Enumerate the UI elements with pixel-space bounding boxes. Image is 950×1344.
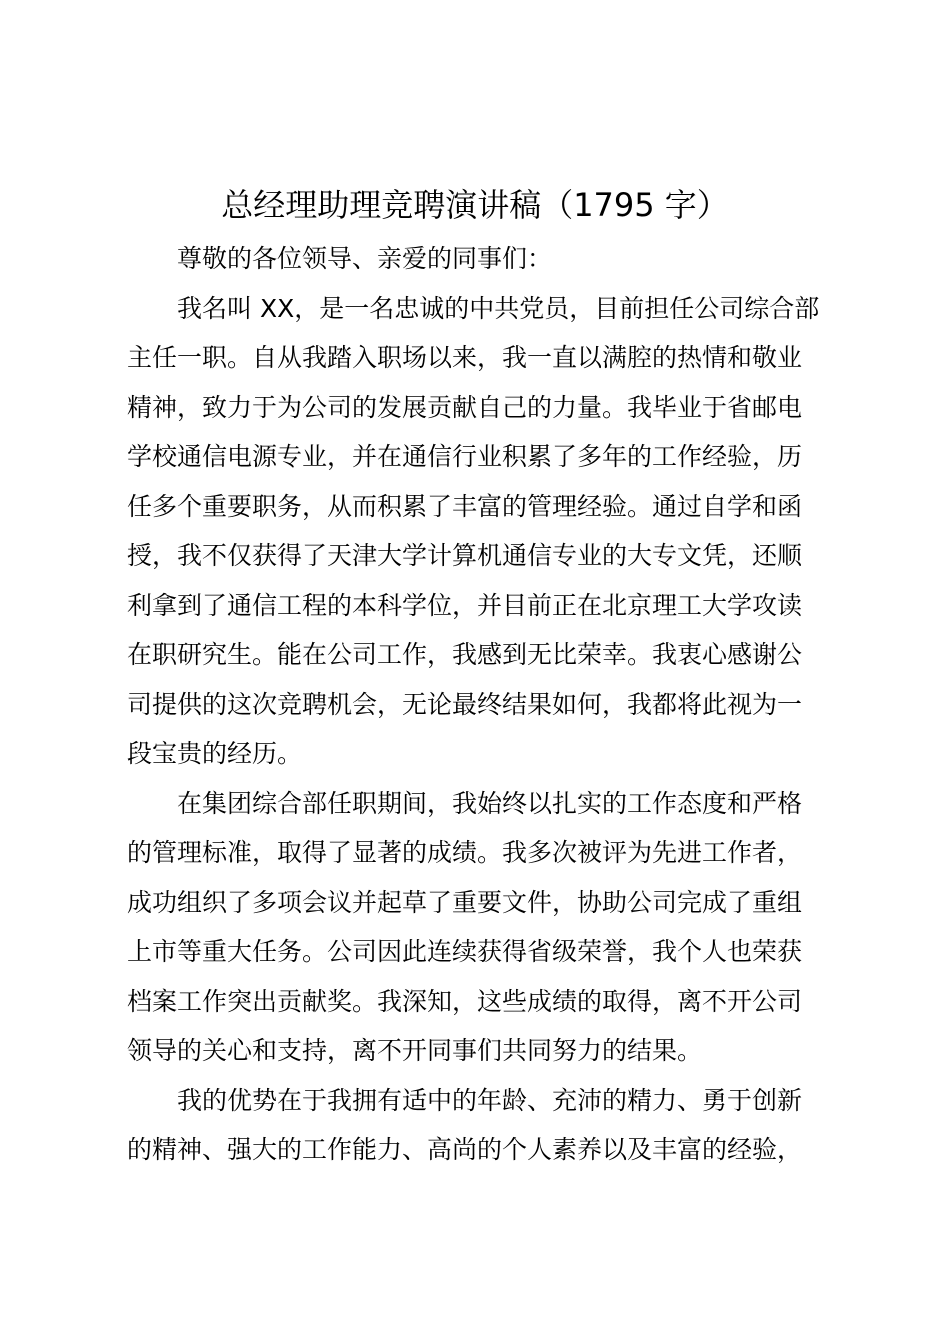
document-body [127, 234, 833, 1175]
paragraph-achievements [127, 779, 833, 1076]
text-line: 我名叫 XX，是一名忠诚的中共党员，目前担任公司综合部 [177, 293, 820, 323]
paragraph-introduction [127, 284, 833, 779]
text-line: 领导的关心和支持，离不开同事们共同努力的结果。 [127, 1036, 703, 1065]
text-line: 主任一职。自从我踏入职场以来，我一直以满腔的热情和敬业 [127, 343, 803, 372]
text-line: 司提供的这次竞聘机会，无论最终结果如何，我都将此视为一 [127, 689, 803, 719]
document-title: 总经理助理竞聘演讲稿（1795 字） [221, 186, 729, 224]
text-line: 利拿到了通信工程的本科学位，并目前正在北京理工大学攻读 [127, 590, 803, 620]
text-line: 我的优势在于我拥有适中的年龄、充沛的精力、勇于创新 [177, 1085, 803, 1115]
text-line: 段宝贵的经历。 [127, 739, 303, 768]
text-line: 学校通信电源专业，并在通信行业积累了多年的工作经验，历 [127, 442, 803, 471]
text-line: 任多个重要职务，从而积累了丰富的管理经验。通过自学和函 [127, 491, 803, 521]
text-line: 成功组织了多项会议并起草了重要文件，协助公司完成了重组 [127, 887, 803, 917]
paragraph-greeting [127, 234, 833, 284]
text-line: 精神，致力于为公司的发展贡献自己的力量。我毕业于省邮电 [127, 392, 803, 422]
paragraph-advantages [127, 1076, 833, 1175]
text-line: 档案工作突出贡献奖。我深知，这些成绩的取得，离不开公司 [127, 986, 803, 1016]
text-line: 上市等重大任务。公司因此连续获得省级荣誉，我个人也荣获 [127, 937, 803, 966]
text-line: 在职研究生。能在公司工作，我感到无比荣幸。我衷心感谢公 [127, 640, 803, 669]
text-line: 的精神、强大的工作能力、高尚的个人素养以及丰富的经验， [127, 1135, 803, 1164]
text-line: 在集团综合部任职期间，我始终以扎实的工作态度和严格 [177, 788, 803, 818]
text-line: 的管理标准，取得了显著的成绩。我多次被评为先进工作者， [127, 838, 803, 867]
text-line: 授，我不仅获得了天津大学计算机通信专业的大专文凭，还顺 [127, 541, 803, 570]
text-line: 尊敬的各位领导、亲爱的同事们： [177, 244, 553, 273]
